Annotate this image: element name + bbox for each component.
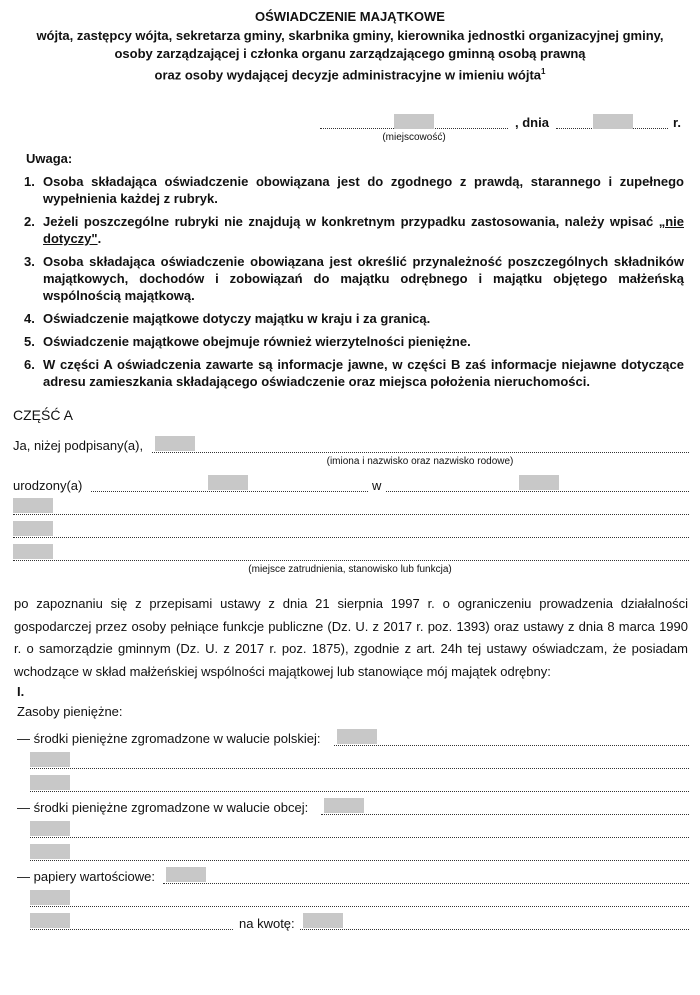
amount-field[interactable] <box>303 913 343 928</box>
subtitle-line-3: oraz osoby wydającej decyzje administracyjne w imieniu wójta$^1$ <box>154 67 546 83</box>
amount-line <box>300 929 689 930</box>
signed-label: Ja, niżej podpisany(a), <box>13 438 144 453</box>
declaration-paragraph: po zapoznaniu się z przepisami ustawy z dnia 21 sierpnia 1997 r. o ograniczeniu prowadzenia działalności gospodarczej przez osoby pełniące funkcje publiczne (Dz. U. z 2017 r. poz. 1393) oraz ustawy z dnia 8 marca 1990 r. o samorządzie gminnym (Dz. U. z 2017 r. poz. 1875), zgodnie z art. 24h tej ustawy oświadczam, że posiadam wchodzące w skład małżeńskiej wspólności majątkowej lub stanowiące mój majątek odrębny: <box>14 596 688 679</box>
pln-line-2 <box>30 768 689 769</box>
note-text <box>43 213 684 247</box>
note-item <box>24 173 684 207</box>
pln-label: — środki pieniężne zgromadzone w walucie polskiej: <box>17 731 321 746</box>
note-text: Osoba składająca oświadczenie obowiązana jest określić przynależność poszczególnych składników majątkowych, dochodów i zobowiązań do majątku odrębnego i majątku objętego małżeńską wspólnością majątkową. <box>43 254 684 303</box>
employment-line-2 <box>13 537 689 538</box>
in-label: w <box>372 478 382 493</box>
section-number: I. <box>17 684 25 699</box>
note-number: 2. <box>24 214 35 229</box>
pln-field-2[interactable] <box>30 752 70 767</box>
notes-list <box>24 173 684 396</box>
note-number: 5. <box>24 334 35 349</box>
employment-field-2[interactable] <box>13 521 53 536</box>
born-date-field[interactable] <box>208 475 248 490</box>
note-item <box>24 310 684 327</box>
note-text-after: . <box>97 231 102 246</box>
date-prefix: , dnia <box>515 115 549 130</box>
foreign-line <box>321 814 689 815</box>
securities-field-3[interactable] <box>30 913 70 928</box>
employment-line-3 <box>13 560 689 561</box>
amount-label: na kwotę: <box>239 916 295 931</box>
employment-field-3[interactable] <box>13 544 53 559</box>
document-title: OŚWIADCZENIE MAJĄTKOWE <box>255 9 445 24</box>
place-caption: (miejscowość) <box>382 132 446 143</box>
note-text: Osoba składająca oświadczenie obowiązana jest do zgodnego z prawdą, starannego i zupełnego wypełnienia każdej z rubryk. <box>43 174 684 206</box>
foreign-field-2[interactable] <box>30 821 70 836</box>
note-number: 3. <box>24 254 35 269</box>
section-heading: Zasoby pieniężne: <box>17 704 123 719</box>
born-place-field[interactable] <box>519 475 559 490</box>
pln-field[interactable] <box>337 729 377 744</box>
note-number: 1. <box>24 174 35 189</box>
foreign-line-3 <box>30 860 689 861</box>
note-item <box>24 213 684 247</box>
part-a-heading: CZĘŚĆ A <box>13 407 73 423</box>
subtitle-line-1: wójta, zastępcy wójta, sekretarza gminy, skarbnika gminy, kierownika jednostki organizacyjnej gminy, <box>36 28 664 43</box>
foreign-label: — środki pieniężne zgromadzone w walucie obcej: <box>17 800 309 815</box>
note-text: W części A oświadczenia zawarte są informacje jawne, w części B zaś informacje niejawne dotyczące adresu zamieszkania składającego oświadczenie oraz miejsca położenia nieruchomości. <box>43 357 684 389</box>
born-label: urodzony(a) <box>13 478 83 493</box>
pln-line-3 <box>30 791 689 792</box>
securities-field[interactable] <box>166 867 206 882</box>
place-field[interactable] <box>394 114 434 129</box>
foreign-field[interactable] <box>324 798 364 813</box>
name-caption: (imiona i nazwisko oraz nazwisko rodowe) <box>326 456 514 467</box>
note-item <box>24 356 684 390</box>
note-text: Oświadczenie majątkowe obejmuje również wierzytelności pieniężne. <box>43 334 471 349</box>
foreign-line-2 <box>30 837 689 838</box>
notes-heading: Uwaga: <box>26 151 73 166</box>
footnote-mark: 1 <box>541 67 546 76</box>
pln-field-3[interactable] <box>30 775 70 790</box>
note-text: Oświadczenie majątkowe dotyczy majątku w kraju i za granicą. <box>43 311 431 326</box>
subtitle-line-2: osoby zarządzającej i członka organu zarządzającego gminną osobą prawną <box>114 46 586 61</box>
securities-label: — papiery wartościowe: <box>17 869 155 884</box>
employment-field-1[interactable] <box>13 498 53 513</box>
name-line <box>152 452 689 453</box>
note-number: 4. <box>24 311 35 326</box>
securities-line <box>163 883 689 884</box>
note-item <box>24 333 684 350</box>
note-item <box>24 253 684 304</box>
year-suffix: r. <box>673 115 681 130</box>
note-number: 6. <box>24 357 35 372</box>
securities-field-2[interactable] <box>30 890 70 905</box>
foreign-field-3[interactable] <box>30 844 70 859</box>
note-text-underlined: „nie dotyczy" <box>43 214 684 246</box>
date-field[interactable] <box>593 114 633 129</box>
securities-line-3 <box>30 929 233 930</box>
employment-line-1 <box>13 514 689 515</box>
note-text-before: Jeżeli poszczególne rubryki nie znajdują w konkretnym przypadku zastosowania, należy wpisać <box>43 214 659 229</box>
securities-line-2 <box>30 906 689 907</box>
pln-line <box>334 745 689 746</box>
name-field[interactable] <box>155 436 195 451</box>
employment-caption: (miejsce zatrudnienia, stanowisko lub funkcja) <box>248 564 452 575</box>
born-date-line <box>91 491 368 492</box>
born-place-line <box>386 491 689 492</box>
